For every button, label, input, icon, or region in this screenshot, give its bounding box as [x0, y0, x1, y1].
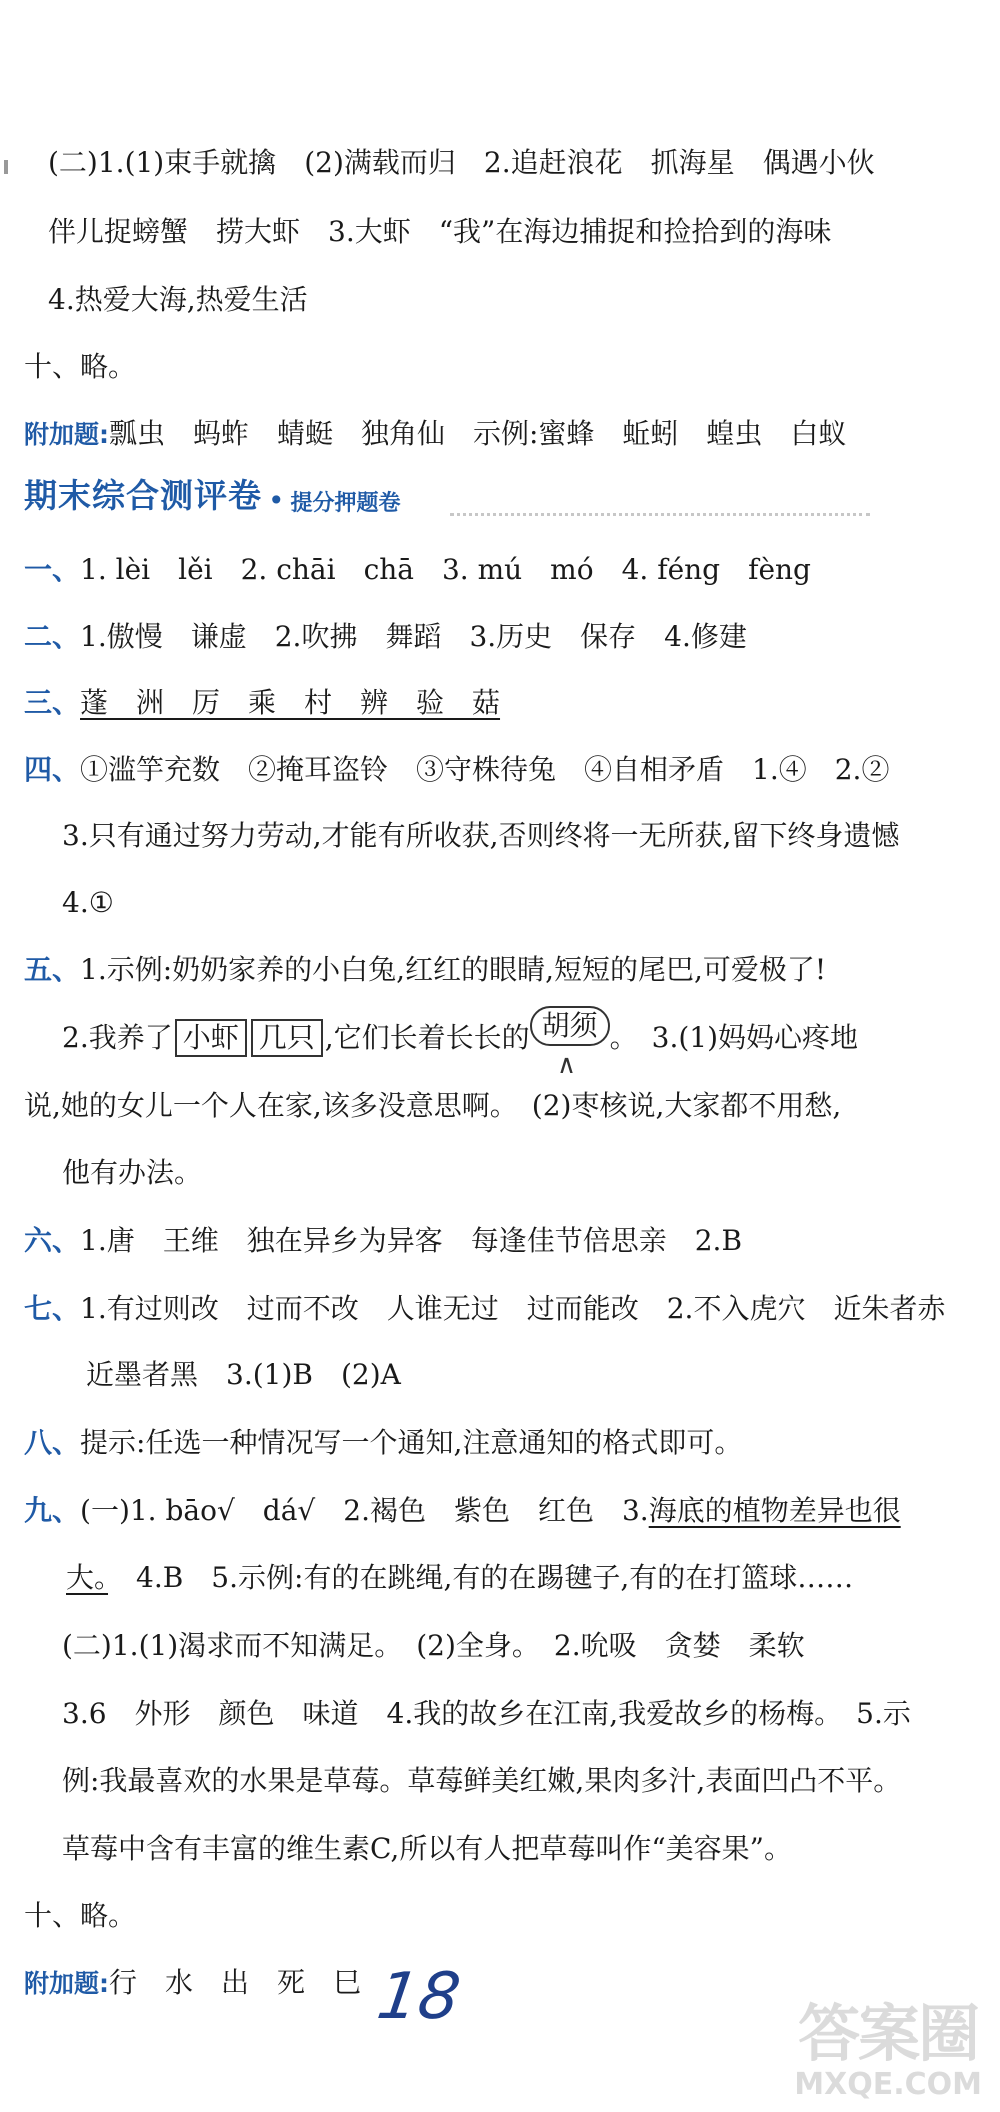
section-divider — [450, 513, 870, 516]
answer-q10: 十、略。 — [24, 1899, 137, 1932]
answer-q7 — [24, 1289, 945, 1329]
scan-edge-mark — [4, 160, 8, 174]
correction-insert: 胡须 — [530, 1006, 610, 1046]
answer-text: 1.傲慢 谦虚 2.吹拂 舞蹈 3.历史 保存 4.修建 — [80, 620, 747, 653]
answer-line: 3.只有通过努力劳动,才能有所收获,否则终将一无所获,留下终身遗憾 — [62, 819, 900, 852]
extra-question-label: 附加题: — [24, 420, 109, 449]
question-number: 五、 — [24, 953, 81, 986]
answer-text: (一)1. bāo√ dá√ 2.褐色 紫色 红色 3. — [80, 1494, 649, 1527]
question-number: 三、 — [24, 686, 81, 719]
section-title: 期末综合测评卷 — [24, 476, 262, 515]
answer-text: 1.唐 王维 独在异乡为异客 每逢佳节倍思亲 2.B — [80, 1224, 743, 1257]
answer-q1 — [24, 550, 811, 590]
answer-line: (二)1.(1)渴求而不知满足。 (2)全身。 2.吮吸 贪婪 柔软 — [62, 1629, 805, 1662]
answer-text-underlined: 大。 — [66, 1561, 109, 1594]
answer-line: 例:我最喜欢的水果是草莓。草莓鲜美红嫩,果肉多汁,表面凹凸不平。 — [62, 1764, 902, 1797]
answer-q3 — [24, 683, 500, 723]
question-number: 七、 — [24, 1292, 81, 1325]
extra-question-answer: 瓢虫 蚂蚱 蜻蜓 独角仙 示例:蜜蜂 蚯蚓 蝗虫 白蚁 — [109, 417, 847, 450]
question-number: 九、 — [24, 1494, 81, 1527]
watermark-logo: 答案圈 — [798, 1997, 979, 2070]
answer-text: 4.B 5.示例:有的在跳绳,有的在踢毽子,有的在打篮球…… — [108, 1561, 854, 1594]
page-number-handwritten: 18 — [372, 1960, 465, 2034]
section-header — [24, 467, 401, 517]
answer-q8 — [24, 1423, 742, 1463]
answer-line: 4.① — [62, 886, 114, 919]
answer-line: 近墨者黑 3.(1)B (2)A — [86, 1358, 401, 1391]
answer-text: 1.有过则改 过而不改 人谁无过 过而能改 2.不入虎穴 近朱者赤 — [80, 1292, 946, 1325]
watermark-url: MXQE.COM — [794, 2067, 982, 2102]
answer-text: 1.示例:奶奶家养的小白兔,红红的眼睛,短短的尾巴,可爱极了! — [80, 953, 827, 986]
answer-line: 伴儿捉螃蟹 捞大虾 3.大虾 “我”在海边捕捉和捡拾到的海味 — [48, 215, 832, 248]
answer-q4 — [24, 750, 889, 790]
section-title-dot: • — [268, 484, 285, 517]
answer-q6 — [24, 1221, 742, 1261]
answer-line: (二)1.(1)束手就擒 (2)满载而归 2.追赶浪花 抓海星 偶遇小伙 — [48, 146, 875, 179]
answer-line-correction — [62, 1009, 859, 1058]
question-number: 八、 — [24, 1426, 81, 1459]
question-number: 四、 — [24, 753, 81, 786]
extra-question — [24, 1963, 361, 2004]
correction-box: 小虾 — [175, 1019, 247, 1057]
question-number: 二、 — [24, 620, 81, 653]
answer-text: 蓬 洲 厉 乘 村 辨 验 菇 — [80, 686, 501, 719]
answer-text-underlined: 海底的植物差异也很 — [648, 1494, 901, 1527]
extra-question-label: 附加题: — [24, 1969, 109, 1998]
answer-text: 1. lèi lěi 2. chāi chā 3. mú mó 4. féng fèng — [80, 553, 811, 586]
question-number: 一、 — [24, 553, 81, 586]
answer-line: 十、略。 — [24, 350, 137, 383]
answer-line: 3.6 外形 颜色 味道 4.我的故乡在江南,我爱故乡的杨梅。 5.示 — [62, 1697, 911, 1730]
section-subtitle: 提分押题卷 — [290, 491, 401, 516]
answer-line: 说,她的女儿一个人在家,该多没意思啊。 (2)枣核说,大家都不用愁, — [24, 1089, 842, 1122]
answer-q5 — [24, 950, 826, 990]
answer-line — [66, 1558, 853, 1598]
answer-text: ①滥竽充数 ②掩耳盗铃 ③守株待兔 ④自相矛盾 1.④ 2.② — [80, 753, 890, 786]
answer-text: 。 3.(1)妈妈心疼地 — [609, 1021, 859, 1054]
insert-caret-icon: ∧ — [557, 1050, 577, 1080]
answer-line: 草莓中含有丰富的维生素C,所以有人把草莓叫作“美容果”。 — [62, 1832, 792, 1865]
answer-text: 提示:任选一种情况写一个通知,注意通知的格式即可。 — [80, 1426, 743, 1459]
answer-q9 — [24, 1491, 901, 1531]
correction-box: 几只 — [251, 1019, 323, 1057]
watermark — [794, 1997, 982, 2102]
answer-text: ,它们长着长长的 — [324, 1021, 530, 1054]
extra-question — [24, 414, 846, 455]
question-number: 六、 — [24, 1224, 81, 1257]
answer-q2 — [24, 617, 747, 657]
answer-line: 他有办法。 — [62, 1156, 203, 1189]
answer-text: 2.我养了 — [62, 1021, 173, 1054]
answer-line: 4.热爱大海,热爱生活 — [48, 283, 308, 316]
extra-question-answer: 行 水 出 死 巳 — [109, 1966, 362, 1999]
